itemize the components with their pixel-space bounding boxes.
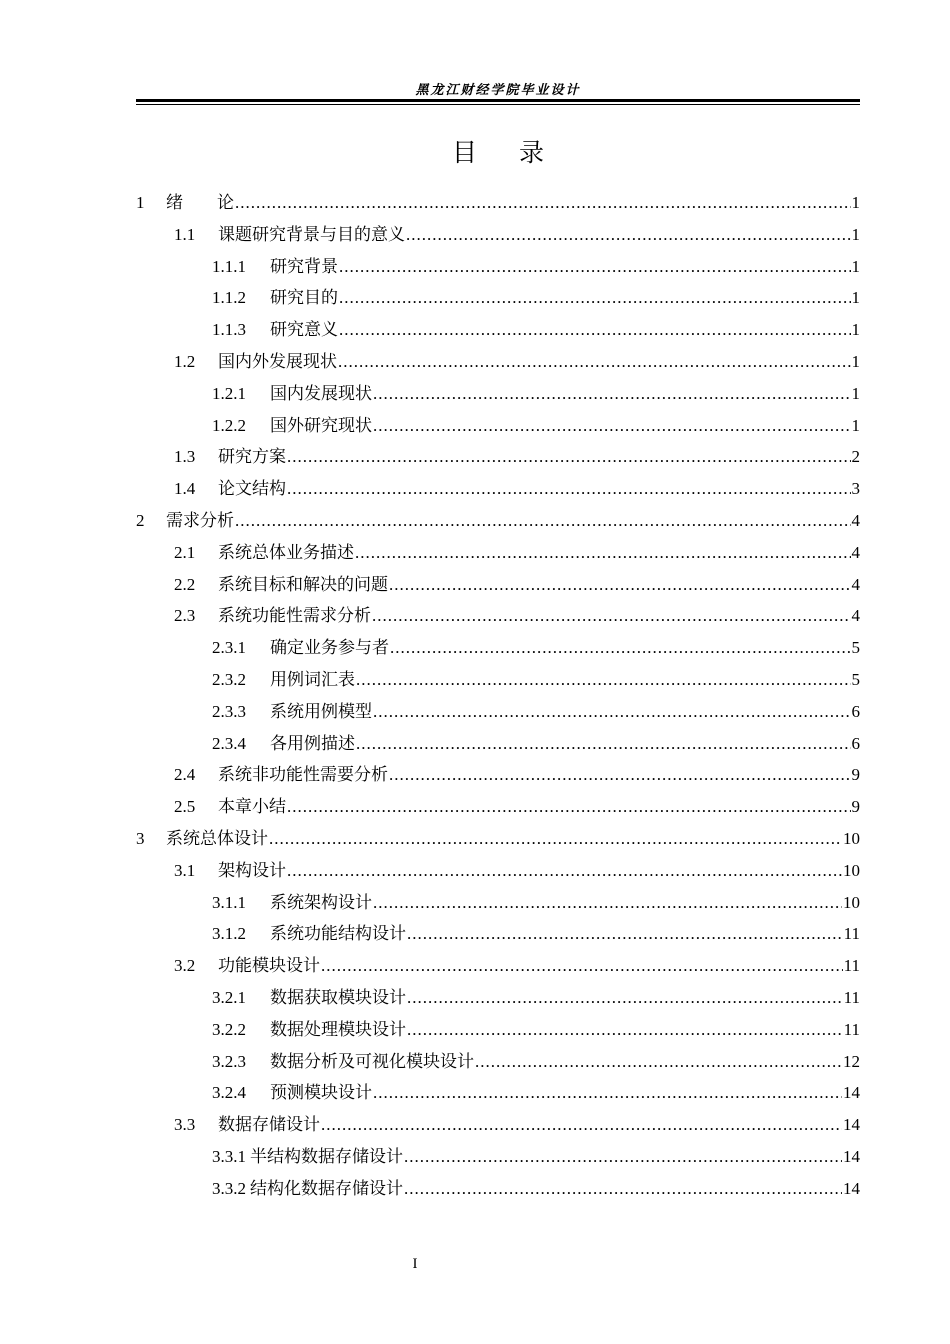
toc-entry-title: 研究方案 [218, 447, 286, 467]
toc-entry-number: 2.3.3 [212, 701, 246, 721]
toc-dot-leader [339, 314, 851, 346]
toc-entry-number: 2.3.4 [212, 733, 246, 753]
toc-entry-page: 11 [843, 956, 860, 976]
toc-entry[interactable] [136, 791, 860, 823]
toc-entry-title: 用例词汇表 [270, 669, 355, 689]
toc-entry-page: 2 [851, 447, 860, 467]
toc-dot-leader [373, 1077, 842, 1109]
toc-entry-title: 系统总体设计 [166, 828, 268, 848]
toc-dot-leader [355, 537, 851, 569]
toc-entry-page: 10 [843, 828, 860, 848]
toc-entry-title: 数据获取模块设计 [270, 987, 406, 1007]
toc-entry-title: 系统用例模型 [270, 701, 372, 721]
toc-entry-page: 3 [851, 479, 860, 499]
toc-entry[interactable] [136, 1141, 860, 1173]
toc-dot-leader [373, 696, 851, 728]
toc-dot-leader [287, 855, 842, 887]
toc-entry-page: 10 [843, 892, 860, 912]
toc-entry[interactable] [136, 664, 860, 696]
toc-entry-number: 3.1 [174, 860, 196, 880]
toc-dot-leader [356, 664, 851, 696]
toc-entry-page: 14 [843, 1083, 860, 1103]
toc-entry-page: 11 [843, 1019, 860, 1039]
toc-entry-title: 系统功能性需求分析 [218, 606, 371, 626]
toc-dot-leader [373, 887, 842, 919]
toc-entry-page: 4 [851, 574, 860, 594]
toc-dot-leader [235, 187, 851, 219]
toc-entry[interactable] [136, 823, 860, 855]
toc-entry-page: 4 [851, 606, 860, 626]
toc-dot-leader [321, 950, 843, 982]
toc-entry-page: 11 [843, 987, 860, 1007]
toc-entry[interactable] [136, 918, 860, 950]
toc-entry-page: 1 [851, 383, 860, 403]
toc-entry-number: 2.3 [174, 606, 196, 626]
toc-entry-title: 数据分析及可视化模块设计 [270, 1051, 474, 1071]
toc-entry[interactable] [136, 600, 860, 632]
toc-entry-title: 各用例描述 [270, 733, 355, 753]
toc-dot-leader [339, 282, 851, 314]
toc-entry-title: 研究目的 [270, 288, 338, 308]
toc-entry-page: 9 [851, 797, 860, 817]
toc-dot-leader [407, 982, 843, 1014]
toc-entry-number: 1.1.1 [212, 256, 246, 276]
toc-entry[interactable] [136, 505, 860, 537]
toc-dot-leader [475, 1046, 842, 1078]
toc-entry-title: 数据处理模块设计 [270, 1019, 406, 1039]
toc-entry-number: 2.5 [174, 797, 196, 817]
toc-entry-page: 14 [843, 1115, 860, 1135]
toc-entry-number: 3.1.2 [212, 924, 246, 944]
toc-entry-number: 3.2.2 [212, 1019, 246, 1039]
toc-dot-leader [404, 1141, 842, 1173]
toc-entry-number: 2.4 [174, 765, 196, 785]
toc-entry-title: 研究意义 [270, 320, 338, 340]
toc-entry-title: 数据存储设计 [218, 1115, 320, 1135]
toc-dot-leader [407, 918, 843, 950]
toc-entry[interactable] [136, 855, 860, 887]
toc-entry-title: 论文结构 [218, 479, 286, 499]
toc-entry[interactable] [136, 1173, 860, 1205]
toc-entry[interactable] [136, 378, 860, 410]
toc-entry-number: 2.1 [174, 542, 196, 562]
toc-entry-number: 1.3 [174, 447, 196, 467]
toc-entry-number: 3.1.1 [212, 892, 246, 912]
toc-entry-page: 6 [851, 701, 860, 721]
toc-dot-leader [356, 728, 851, 760]
toc-entry-number: 2.3.2 [212, 669, 246, 689]
toc-entry-number: 1.2 [174, 351, 196, 371]
toc-dot-leader [404, 1173, 842, 1205]
toc-dot-leader [372, 600, 851, 632]
toc-entry-number: 3.3.1 [212, 1146, 246, 1166]
toc-entry-page: 14 [843, 1146, 860, 1166]
toc-entry-page: 6 [851, 733, 860, 753]
toc-entry-title: 确定业务参与者 [270, 638, 389, 658]
toc-entry-number: 2.2 [174, 574, 196, 594]
toc-entry-page: 4 [851, 510, 860, 530]
toc-entry-title: 系统总体业务描述 [218, 542, 354, 562]
toc-entry[interactable] [136, 441, 860, 473]
toc-entry-page: 14 [843, 1178, 860, 1198]
toc-entry[interactable] [136, 346, 860, 378]
toc-entry-page: 1 [851, 320, 860, 340]
toc-entry-title: 需求分析 [166, 510, 234, 530]
header-rule-thick [136, 99, 860, 102]
toc-entry-title: 架构设计 [218, 860, 286, 880]
toc-entry-page: 1 [851, 415, 860, 435]
toc-dot-leader [373, 378, 851, 410]
toc-entry-number: 3.3.2 [212, 1178, 246, 1198]
toc-dot-leader [269, 823, 842, 855]
toc-entry-number: 3.2.3 [212, 1051, 246, 1071]
toc-entry-number: 3.2.4 [212, 1083, 246, 1103]
toc-dot-leader [406, 219, 851, 251]
toc-dot-leader [235, 505, 851, 537]
toc-entry-number: 3.2.1 [212, 987, 246, 1007]
toc-entry-title: 预测模块设计 [270, 1083, 372, 1103]
toc-entry-title: 系统架构设计 [270, 892, 372, 912]
toc-entry-number: 1.2.2 [212, 415, 246, 435]
toc-entry[interactable] [136, 982, 860, 1014]
toc-entry[interactable] [136, 1109, 860, 1141]
toc-entry-title: 系统非功能性需要分析 [218, 765, 388, 785]
toc-entry-title: 绪 论 [166, 193, 234, 212]
toc-entry[interactable] [136, 759, 860, 791]
toc-dot-leader [321, 1109, 842, 1141]
toc-entry[interactable] [136, 410, 860, 442]
toc-entry-title: 功能模块设计 [218, 956, 320, 976]
toc-entry-page: 1 [851, 351, 860, 371]
toc-dot-leader [389, 759, 851, 791]
toc-entry-page: 11 [843, 924, 860, 944]
toc-entry[interactable] [136, 950, 860, 982]
running-header: 黑龙江财经学院毕业设计 [415, 82, 581, 97]
toc-entry-page: 1 [851, 224, 860, 244]
toc-entry-title: 课题研究背景与目的意义 [218, 224, 405, 244]
toc-entry[interactable] [136, 1014, 860, 1046]
toc-dot-leader [287, 791, 851, 823]
toc-entry-number: 3.3 [174, 1115, 196, 1135]
toc-entry[interactable] [136, 1046, 860, 1078]
toc-entry-title: 国外研究现状 [270, 415, 372, 435]
toc-entry-number: 1.4 [174, 479, 196, 499]
toc-entry[interactable] [136, 314, 860, 346]
toc-entry-title: 系统目标和解决的问题 [218, 574, 388, 594]
toc-dot-leader [407, 1014, 843, 1046]
toc-entry[interactable] [136, 473, 860, 505]
toc-entry-page: 9 [851, 765, 860, 785]
toc-entry[interactable] [136, 1077, 860, 1109]
toc-entry-title: 国内外发展现状 [218, 351, 337, 371]
toc-entry[interactable] [136, 632, 860, 664]
toc-entry-title: 系统功能结构设计 [270, 924, 406, 944]
toc-entry-title: 结构化数据存储设计 [250, 1178, 403, 1198]
toc-entry-title: 本章小结 [218, 797, 286, 817]
toc-entry[interactable] [136, 282, 860, 314]
toc-entry[interactable] [136, 537, 860, 569]
table-of-contents [136, 187, 860, 1205]
toc-entry-page: 1 [851, 193, 860, 212]
toc-dot-leader [338, 346, 851, 378]
toc-entry-page: 12 [843, 1051, 860, 1071]
toc-entry[interactable] [136, 219, 860, 251]
toc-entry[interactable] [136, 187, 860, 219]
header-rule-thin [136, 104, 860, 105]
toc-entry[interactable] [136, 251, 860, 283]
toc-dot-leader [390, 632, 851, 664]
toc-entry-number: 1.1.2 [212, 288, 246, 308]
toc-dot-leader [287, 473, 851, 505]
toc-dot-leader [339, 251, 851, 283]
toc-entry-page: 10 [843, 860, 860, 880]
toc-entry-number: 1.1.3 [212, 320, 246, 340]
toc-entry-page: 4 [851, 542, 860, 562]
toc-dot-leader [287, 441, 851, 473]
toc-entry[interactable] [136, 887, 860, 919]
toc-entry[interactable] [136, 696, 860, 728]
page-title: 目录 [451, 138, 586, 167]
toc-entry[interactable] [136, 569, 860, 601]
toc-entry-number: 3.2 [174, 956, 196, 976]
toc-entry-page: 1 [851, 256, 860, 276]
toc-entry[interactable] [136, 728, 860, 760]
toc-dot-leader [373, 410, 851, 442]
toc-entry-title: 国内发展现状 [270, 383, 372, 403]
toc-entry-number: 2.3.1 [212, 638, 246, 658]
toc-entry-title: 研究背景 [270, 256, 338, 276]
toc-entry-page: 5 [851, 638, 860, 658]
toc-entry-title: 半结构数据存储设计 [250, 1146, 403, 1166]
toc-dot-leader [389, 569, 851, 601]
toc-entry-page: 1 [851, 288, 860, 308]
toc-entry-number: 1.1 [174, 224, 196, 244]
toc-entry-number: 1.2.1 [212, 383, 246, 403]
toc-entry-page: 5 [851, 669, 860, 689]
toc-entry-number: 3 [136, 828, 145, 848]
page-number: I [412, 1256, 418, 1272]
toc-entry-number: 2 [136, 510, 145, 530]
toc-entry-number: 1 [136, 193, 145, 212]
